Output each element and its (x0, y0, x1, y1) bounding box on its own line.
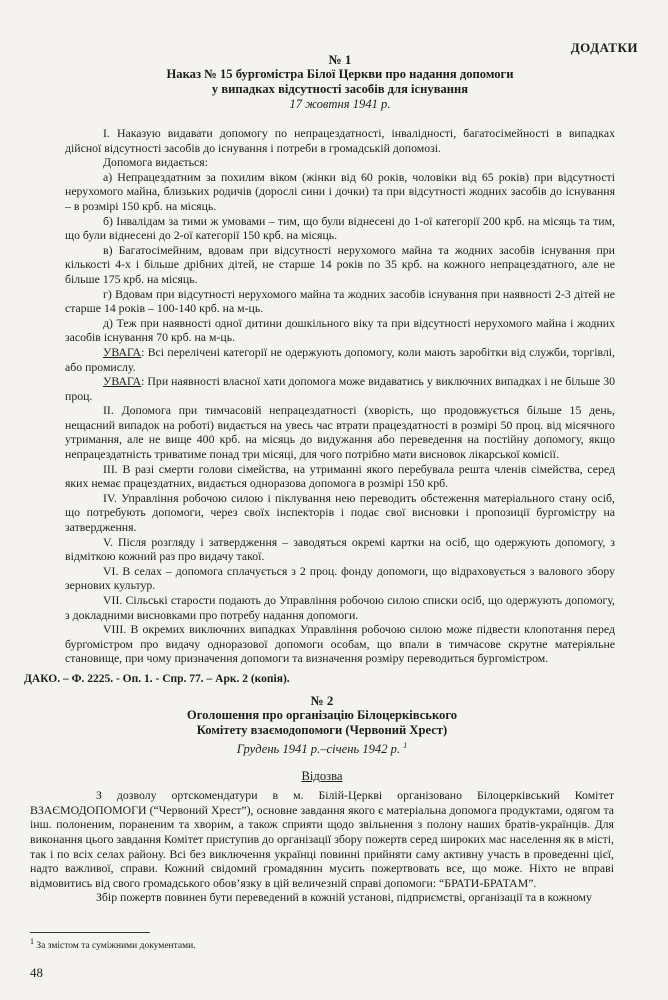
doc1-paragraph: VIII. В окремих виключних випадках Управління робочою силою може підвести клопотання перед бургомістром про видачу одноразової допомоги особам, що впали в тимчасове скрутне матеріяльне становище, при чому призначення допомоги та визначення розміру переводиться бургомістром. (65, 622, 615, 666)
doc2-title-line1: Оголошення про організацію Білоцерківського (186, 708, 458, 722)
doc1-title-line1: Наказ № 15 бургомістра Білої Церкви про надання допомоги (166, 67, 514, 81)
doc1-date: 17 жовтня 1941 р. (289, 97, 391, 111)
footnote (30, 937, 196, 951)
footnote-divider (30, 932, 150, 933)
footnote-ref: 1 (403, 741, 408, 750)
document-1 (65, 52, 615, 666)
doc1-paragraph: в) Багатосімейним, вдовам при відсутності нерухомого майна та жодних засобів існування при кількості 4-х і більше дрібних дітей, не старше 14 років по 35 крб. на кожного непрацездатного, але не більше 175 крб. на місяць. (65, 242, 615, 286)
doc2-body (30, 788, 614, 905)
doc2-date-text: Грудень 1941 р.–січень 1942 р. (236, 742, 401, 757)
doc1-paragraph: II. Допомога при тимчасовій непрацездатності (хворість, що продовжується більше 15 день, нещасний випадок на роботі) видається на увесь час втрати працездатності в розмірі 50 проц. від місячного утримання, але не вище 400 крб. на місяць до видужання або переведення на постійну допомогу, якщо непрацездатність триватиме понад три місяці, для чого потрібно мати висновок лікарської комісії. (65, 403, 615, 462)
uvaga-label: УВАГА (103, 374, 142, 389)
doc1-paragraph: V. Після розгляду і затвердження – заводяться окремі картки на осіб, що одержують допомогу, з відміткою кожний раз про видачу такої. (65, 534, 615, 564)
document-2 (30, 693, 614, 905)
doc1-title-line2: у випадках відсутності засобів для існування (211, 82, 469, 96)
doc1-paragraph: а) Непрацездатним за похилим віком (жінки від 60 років, чоловіки від 65 років) при відсутності нерухомого майна, близьких родичів (дорослі сини і дочки) та при відсутності жодних засобів до існування – в розмірі 150 крб. на місяць. (65, 169, 615, 213)
uvaga-text: : Всі перелічені категорії не одержують допомогу, коли мають заробітки від служби, торгівлі, або промислу. (65, 344, 615, 374)
doc1-paragraph: І. Наказую видавати допомогу по непрацездатності, інвалідності, багатосімейності в випадках дійсної відсутності засобів до існування і потреби в громадській допомозі. (65, 126, 615, 155)
doc2-date (30, 738, 614, 757)
doc1-paragraph: III. В разі смерти голови сімейства, на утриманні якого перебувала решта членів сімейства, серед яких немає працездатних, видається одноразова допомога в розмірі 150 крб. (65, 461, 615, 491)
doc2-heading: Відозва (301, 769, 343, 784)
doc2-number: № 2 (310, 693, 334, 708)
doc1-paragraph: д) Теж при наявності одної дитини дошкільного віку та при відсутності нерухомого майна і жодних засобів існування 70 крб. на м-ць. (65, 315, 615, 345)
doc2-paragraph: Збір пожертв повинен бути переведений в кожній установі, підприємстві, організації та в кожному (96, 890, 592, 905)
doc1-paragraph: IV. Управління робочою силою і піклування нею переводить обстеження матеріального стану осіб, що потребують допомоги, через своїх інспекторів і подає свої висновки і пропозиції бургомістру на затвердження. (65, 490, 615, 535)
page-number: 48 (30, 965, 43, 980)
footnote-mark: 1 (30, 937, 34, 946)
doc2-title-line2: Комітету взаємодопомоги (Червоний Хрест) (196, 723, 448, 737)
doc2-paragraph: З дозволу ортскомендатури в м. Білій-Церкві організовано Білоцерківський Комітет ВЗАЄМОДОПОМОГИ (“Червоний Хрест”), основне завдання якого є матеріальна допомога продуктами, одягом та інш. полоненим, пораненим та хворим, а також сприяти щодо звільнення з полону наших братів-українців. Для виконання цього завдання Комітет приступив до організації збору пожертв серед широких мас населення як в місті, так і по всіх селах району. Всі без виключення українці повинні прийняти саму активну участь в проведенні цієї, надто важливої, справи. Кожний свідомий громадянин мусить пожертвовать все, що може. Ніхто не вправі відмовитись від свого громадського обов’язку в цій величезній справі допомоги: “БРАТИ-БРАТАМ”. (30, 788, 614, 890)
doc1-paragraph: VII. Сільські старости подають до Управління робочою силою списки осіб, що одержують допомогу, з докладними висновками про потребу надання допомоги. (65, 593, 615, 622)
appendix-header: ДОДАТКИ (570, 40, 638, 55)
doc1-paragraph: Допомога видається: (103, 155, 208, 170)
doc1-paragraph: г) Вдовам при відсутності нерухомого майна та жодних засобів існування при наявності 2-3 дітей не старше 14 років – 100-140 крб. на м-ць. (65, 286, 615, 316)
uvaga-note-2 (65, 374, 615, 403)
uvaga-note-1 (65, 345, 615, 374)
doc1-body (65, 126, 615, 666)
doc1-paragraph: б) Інвалідам за тими ж умовами – тим, що були віднесені до 1-ої категорії 200 крб. на місяць та тим, що були віднесені до 2-ої категорії 150 крб. на місяць. (65, 213, 615, 243)
uvaga-text: : При наявності власної хати допомога може видаватись у виключних випадках і не більше 30 проц. (65, 374, 615, 403)
doc1-number: № 1 (328, 52, 352, 67)
archive-source: ДАКО. – Ф. 2225. - Оп. 1. - Спр. 77. – Арк. 2 (копія). (24, 673, 290, 685)
doc1-paragraph: VI. В селах – допомога сплачується з 2 проц. фонду допомоги, що відраховується з валового збору зернових культур. (65, 563, 615, 593)
footnote-text: За змістом та суміжними документами. (34, 941, 196, 952)
uvaga-label: УВАГА (103, 344, 142, 359)
